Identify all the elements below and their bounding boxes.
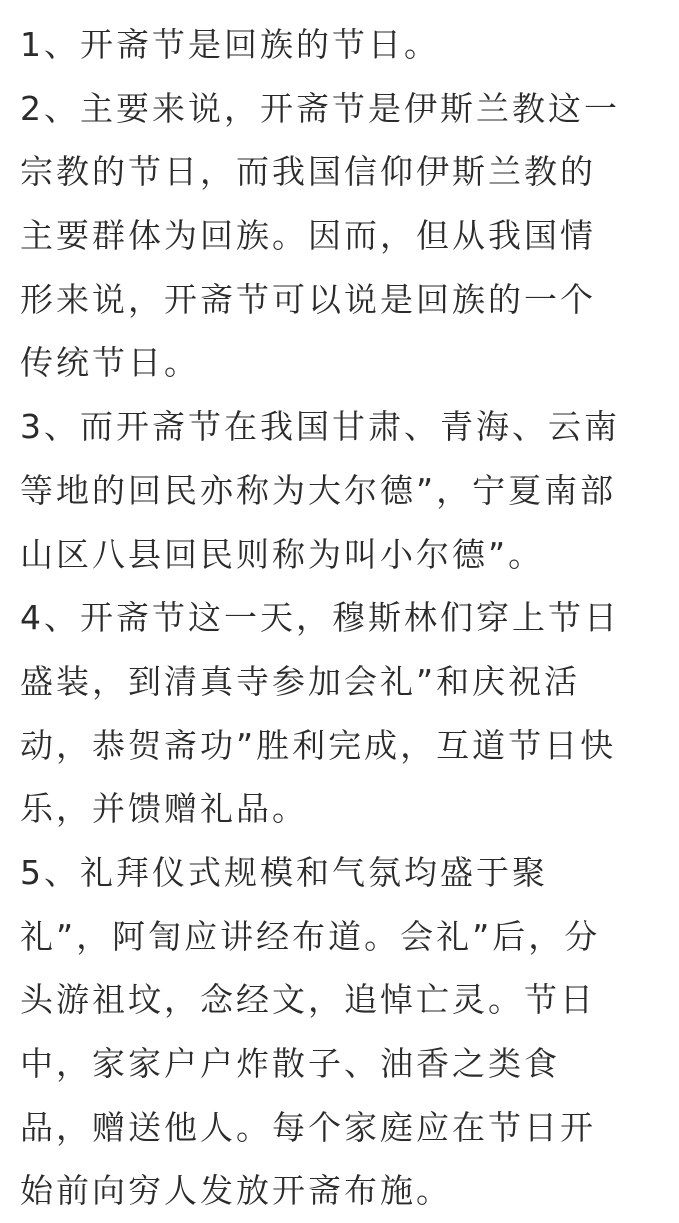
text-line-9: 山区八县回民则称为叫小尔德”。 <box>20 534 545 574</box>
text-line-12: 动，恭贺斋功”胜利完成，互道节日快 <box>20 725 617 765</box>
text-line-4: 主要群体为回族。因而，但从我国情 <box>20 216 596 256</box>
text-line-3: 宗教的节日，而我国信仰伊斯兰教的 <box>20 152 596 192</box>
text-line-14: 5、礼拜仪式规模和气氛均盛于聚 <box>20 852 548 892</box>
text-line-17: 中，家家户户炸散子、油香之类食 <box>20 1044 560 1083</box>
text-line-10: 4、开斋节这一天，穆斯林们穿上节日 <box>20 598 620 638</box>
text-line-13: 乐，并馈赠礼品。 <box>20 789 308 829</box>
text-line-8: 等地的回民亦称为大尔德”，宁夏南部 <box>20 470 617 510</box>
text-line-7: 3、而开斋节在我国甘肃、青海、云南 <box>20 407 620 447</box>
text-line-5: 形来说，开斋节可以说是回族的一个 <box>20 279 596 319</box>
text-line-15: 礼”，阿訇应讲经布道。会礼”后，分 <box>20 916 601 956</box>
text-line-2: 2、主要来说，开斋节是伊斯兰教这一 <box>20 88 620 128</box>
text-line-1: 1、开斋节是回族的节日。 <box>20 25 440 64</box>
article-text <box>20 13 670 1223</box>
text-line-16: 头游祖坟，念经文，追悼亡灵。节日 <box>20 980 596 1020</box>
text-line-19: 始前向穷人发放开斋布施。 <box>20 1171 452 1211</box>
text-line-6: 传统节日。 <box>20 343 200 383</box>
text-line-11: 盛装，到清真寺参加会礼”和庆祝活 <box>20 661 581 701</box>
text-line-18: 品，赠送他人。每个家庭应在节日开 <box>20 1107 596 1147</box>
